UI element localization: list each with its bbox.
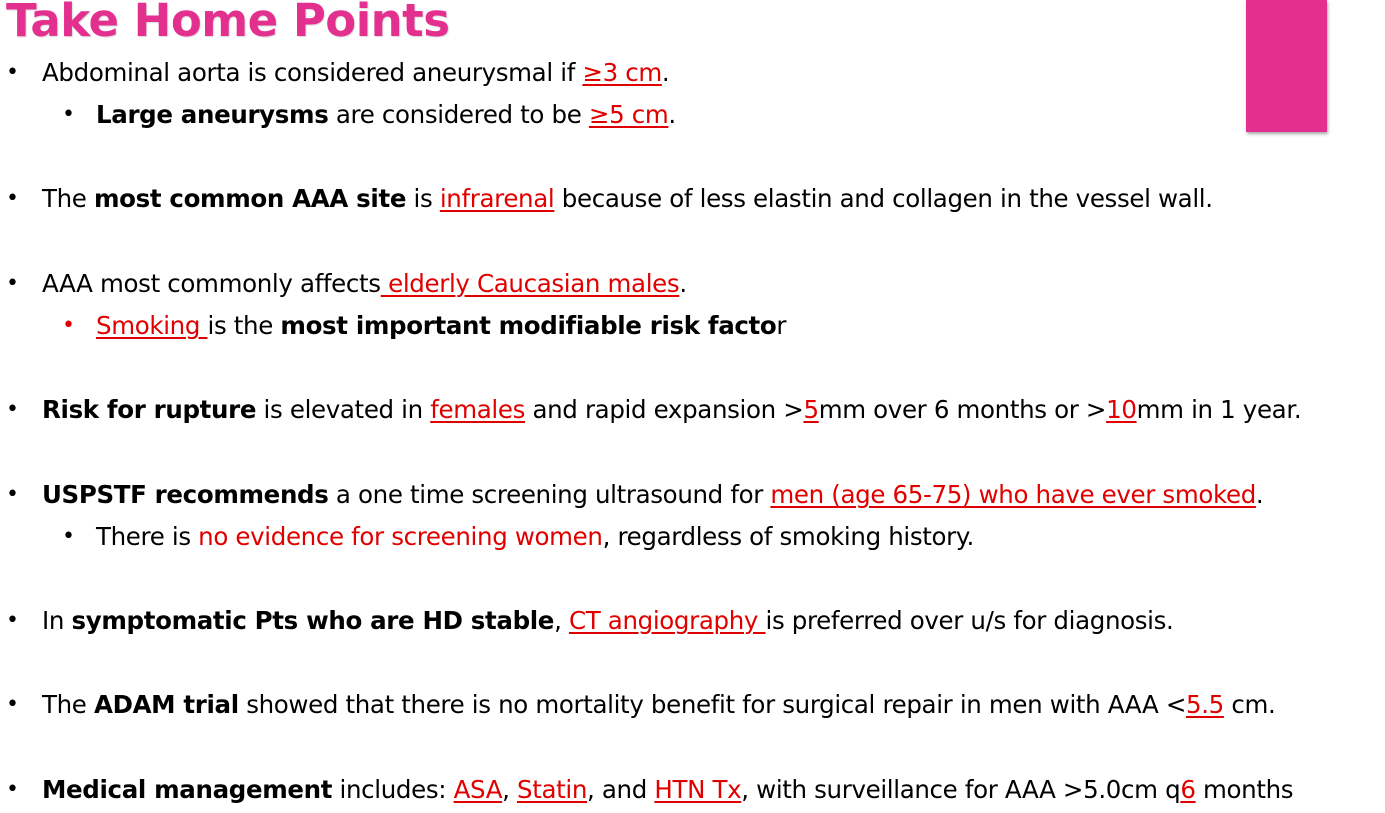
- highlight-screening-men: men (age 65-75) who have ever smoked: [770, 480, 1256, 509]
- highlight-females: females: [430, 395, 526, 424]
- highlight-5cm: ≥5 cm: [588, 100, 669, 129]
- bullet-icon: •: [62, 102, 75, 127]
- highlight-5-5: 5.5: [1186, 690, 1224, 719]
- highlight-elderly-males: elderly Caucasian males: [380, 269, 680, 298]
- highlight-ct-angiography: CT angiography: [568, 606, 766, 635]
- slide-title: Take Home Points: [6, 0, 450, 47]
- bullet-icon: •: [6, 608, 19, 633]
- bullet-icon: •: [6, 271, 19, 296]
- bullet-icon: •: [6, 397, 19, 422]
- highlight-no-evidence: no evidence for screening women: [198, 522, 603, 551]
- highlight-10mm: 10: [1106, 395, 1137, 424]
- sub-point-women-screening: • There is no evidence for screening women, regardless of smoking history.: [62, 522, 974, 551]
- highlight-asa: ASA: [453, 775, 503, 804]
- highlight-6: 6: [1180, 775, 1196, 804]
- sub-point-large-aneurysms: • Large aneurysms are considered to be ≥5 cm.: [62, 100, 676, 129]
- bullet-icon: •: [62, 313, 75, 338]
- bullet-point-aneurysmal-definition: • Abdominal aorta is considered aneurysmal if ≥3 cm.: [6, 58, 670, 87]
- highlight-htn-tx: HTN Tx: [654, 775, 742, 804]
- bullet-point-adam-trial: • The ADAM trial showed that there is no mortality benefit for surgical repair in men with AAA <5.5 cm.: [6, 690, 1276, 719]
- accent-bar: [1246, 0, 1327, 132]
- highlight-infrarenal: infrarenal: [439, 184, 555, 213]
- bullet-point-common-site: • The most common AAA site is infrarenal because of less elastin and collagen in the vessel wall.: [6, 184, 1213, 213]
- highlight-3cm: ≥3 cm: [582, 58, 662, 87]
- bullet-icon: •: [6, 186, 19, 211]
- highlight-statin: Statin: [517, 775, 588, 804]
- bullet-icon: •: [6, 60, 19, 85]
- bullet-icon: •: [62, 524, 75, 549]
- bullet-point-rupture-risk: • Risk for rupture is elevated in females and rapid expansion >5mm over 6 months or >10mm in 1 year.: [6, 395, 1302, 424]
- highlight-smoking: Smoking: [96, 311, 208, 340]
- sub-point-smoking: • Smoking is the most important modifiable risk factor: [62, 311, 787, 340]
- bullet-icon: •: [6, 692, 19, 717]
- highlight-5mm: 5: [803, 395, 819, 424]
- bullet-point-demographics: • AAA most commonly affects elderly Caucasian males.: [6, 269, 687, 298]
- bullet-icon: •: [6, 482, 19, 507]
- bullet-icon: •: [6, 777, 19, 802]
- bullet-point-uspstf: • USPSTF recommends a one time screening ultrasound for men (age 65-75) who have ever smoked.: [6, 480, 1264, 509]
- bullet-point-diagnosis: • In symptomatic Pts who are HD stable, CT angiography is preferred over u/s for diagnosis.: [6, 606, 1174, 635]
- bullet-point-medical-management: • Medical management includes: ASA, Statin, and HTN Tx, with surveillance for AAA >5.0cm q6 months: [6, 775, 1294, 804]
